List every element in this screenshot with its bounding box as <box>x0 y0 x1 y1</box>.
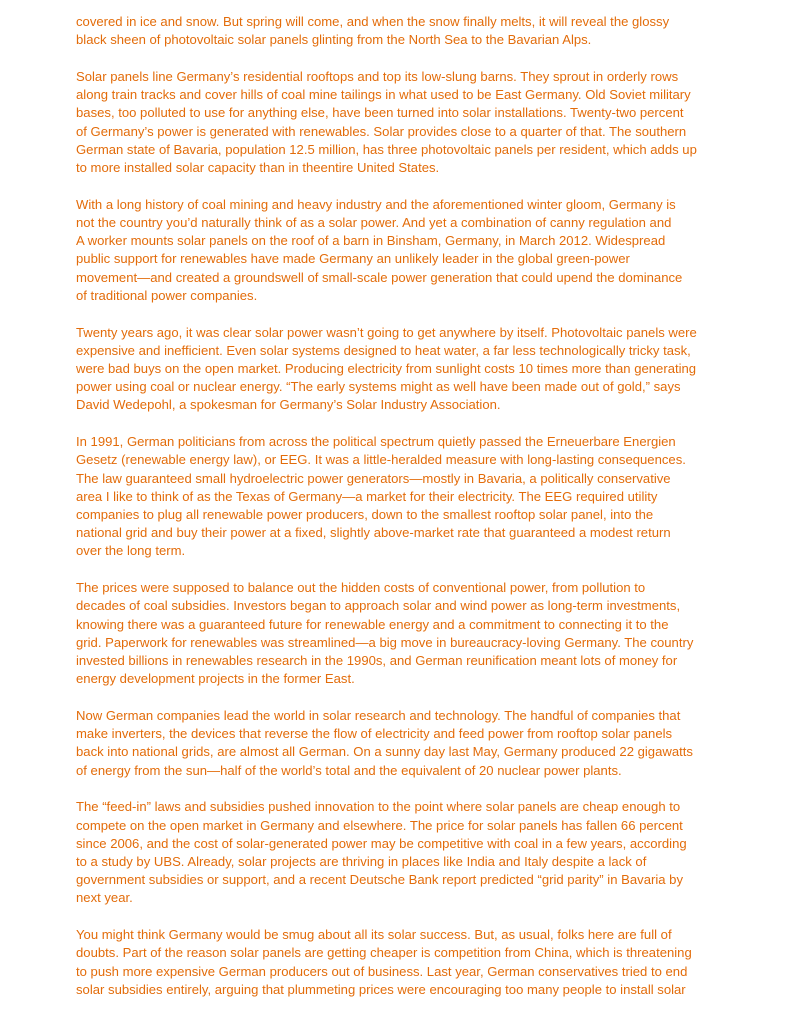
paragraph-7: Now German companies lead the world in solar research and technology. The handful of companies that make inverters, the devices that reverse the flow of electricity and feed power from rooftop solar panels back into national grids, are almost all German. On a sunny day last May, Germany produced 22 gigawatts of energy from the sun—half of the world’s total and the equivalent of 20 nuclear power plants. <box>76 708 693 778</box>
paragraph-8: The “feed-in” laws and subsidies pushed innovation to the point where solar panels are cheap enough to compete on the open market in Germany and elsewhere. The price for solar panels has fallen 66 percent since 2006, and the cost of solar-generated power may be competitive with coal in a few years, according to a study by UBS. Already, solar projects are thriving in places like India and Italy despite a lack of government subsidies or support, and a recent Deutsche Bank report predicted “grid parity” in Bavaria by next year. <box>76 799 687 906</box>
paragraph-5: In 1991, German politicians from across the political spectrum quietly passed the Erneuerbare Energien Gesetz (renewable energy law), or EEG. It was a little-heralded measure with long-lasting consequences. The law guaranteed small hydroelectric power generators—mostly in Bavaria, a politically conservative area I like to think of as the Texas of Germany—a market for their electricity. The EEG required utility companies to plug all renewable power producers, down to the smallest rooftop solar panel, into the national grid and buy their power at a fixed, slightly above-market rate that guaranteed a modest return over the long term. <box>76 434 686 559</box>
paragraph-6: The prices were supposed to balance out the hidden costs of conventional power, from pollution to decades of coal subsidies. Investors began to approach solar and wind power as long-term investments, knowing there was a guaranteed future for renewable energy and a commitment to connecting it to the grid. Paperwork for renewables was streamlined—a big move in bureaucracy-loving Germany. The country invested billions in renewables research in the 1990s, and German reunification meant lots of money for energy development projects in the former East. <box>76 580 694 687</box>
paragraph-2: Solar panels line Germany’s residential rooftops and top its low-slung barns. They sprout in orderly rows along train tracks and cover hills of coal mine tailings in what used to be East Germany. Old Soviet military bases, too polluted to use for anything else, have been turned into solar installations. Twenty-two percent of Germany’s power is generated with renewables. Solar provides close to a quarter of that. The southern German state of Bavaria, population 12.5 million, has three photovoltaic panels per resident, which adds up to more installed solar capacity than in theentire United States. <box>76 69 697 176</box>
paragraph-9: You might think Germany would be smug about all its solar success. But, as usual, folks here are full of doubts. Part of the reason solar panels are getting cheaper is competition from China, which is threatening to push more expensive German producers out of business. Last year, German conservatives tried to end solar subsidies entirely, arguing that plummeting prices were encouraging too many people to install solar <box>76 927 692 997</box>
paragraph-4: Twenty years ago, it was clear solar power wasn’t going to get anywhere by itself. Photovoltaic panels were expensive and inefficient. Even solar systems designed to heat water, a far less technologically tricky task, were bad buys on the open market. Producing electricity from sunlight costs 10 times more than generating power using coal or nuclear energy. “The early systems might as well have been made out of gold,” says David Wedepohl, a spokesman for Germany’s Solar Industry Association. <box>76 324 697 413</box>
document-body <box>76 13 736 1018</box>
paragraph-3: With a long history of coal mining and heavy industry and the aforementioned winter gloom, Germany is not the country you’d naturally think of as a solar power. And yet a combination of canny regulation and A worker mounts solar panels on the roof of a barn in Binsham, Germany, in March 2012. Widespread public support for renewables have made Germany an unlikely leader in the global green-power movement—and created a groundswell of small-scale power generation that could upend the dominance of traditional power companies. <box>76 196 683 303</box>
paragraph-1: covered in ice and snow. But spring will come, and when the snow finally melts, it will reveal the glossy black sheen of photovoltaic solar panels glinting from the North Sea to the Bavarian Alps. <box>76 14 670 48</box>
